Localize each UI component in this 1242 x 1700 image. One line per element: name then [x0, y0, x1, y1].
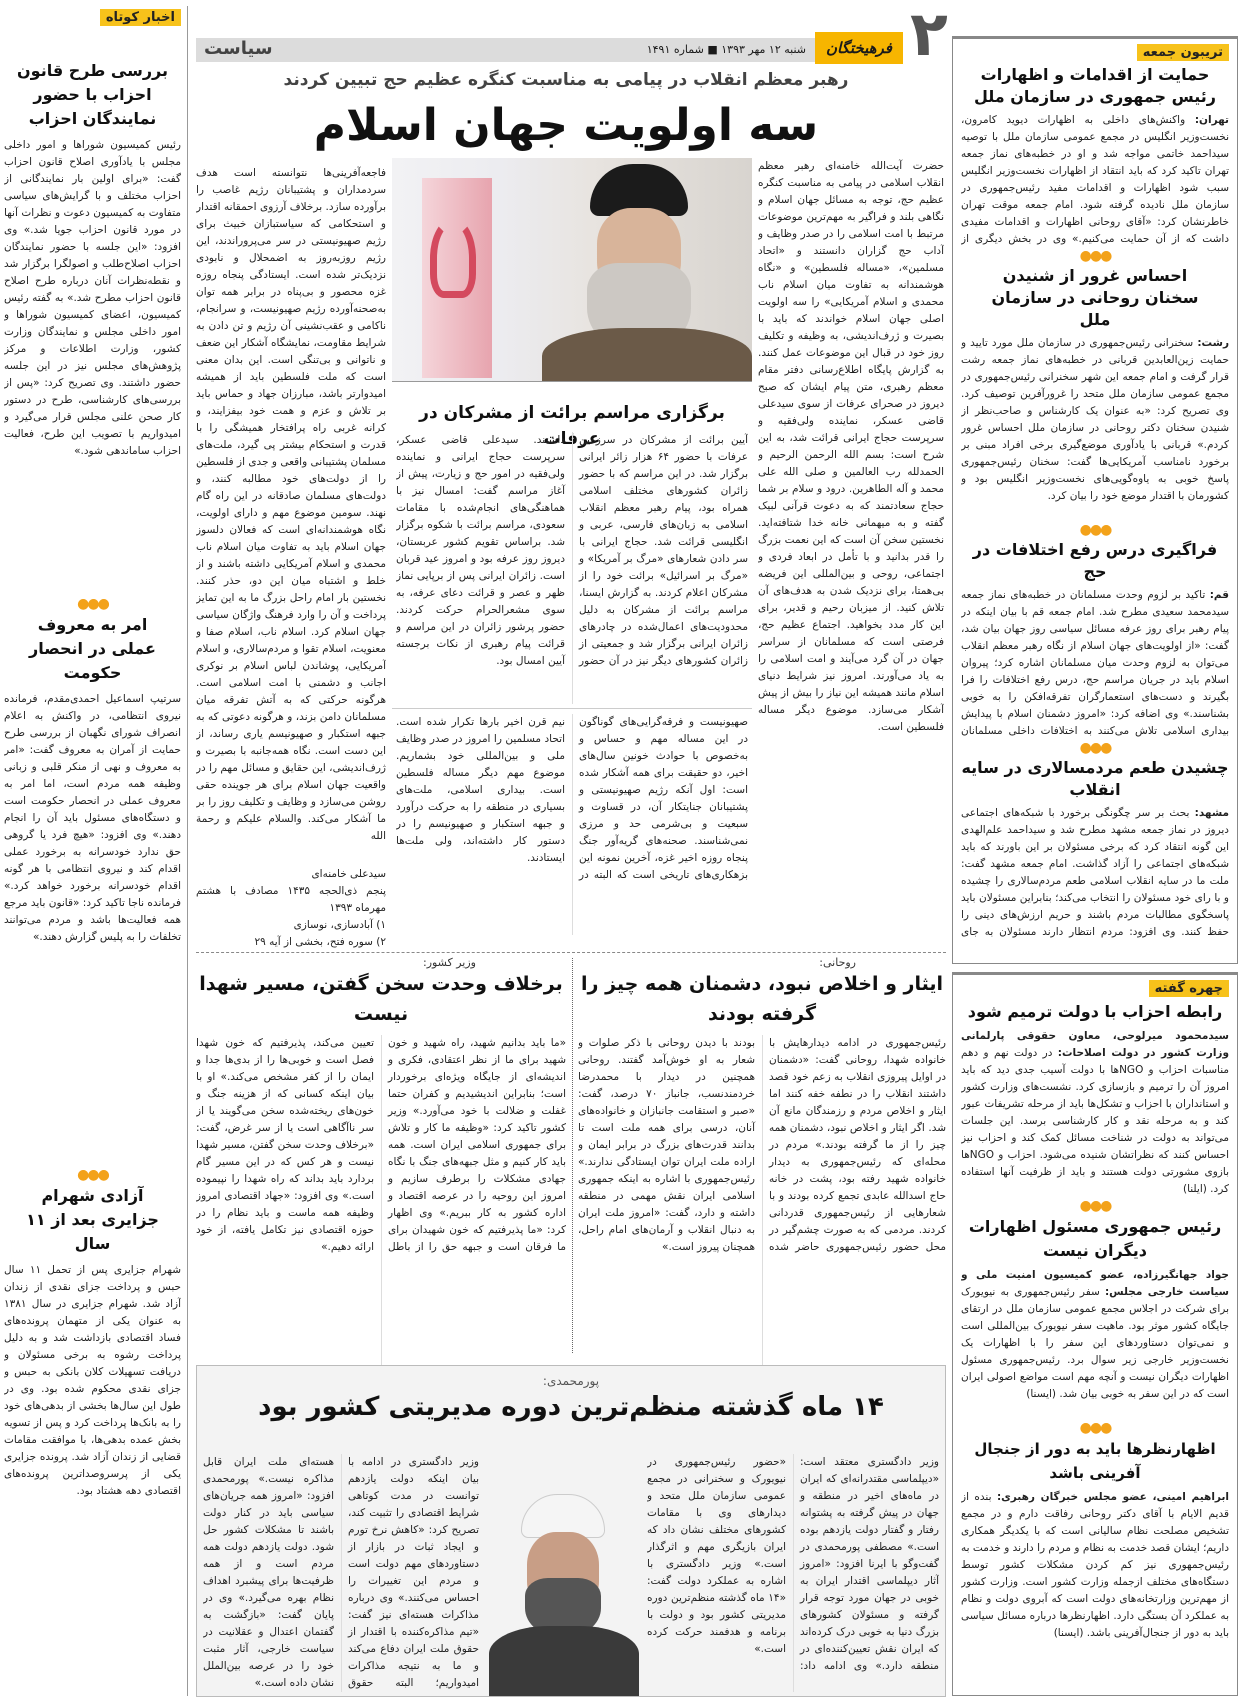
separator-ornament-icon: ●●●	[1079, 1420, 1111, 1436]
article-headline: احساس غرور از شنیدن سخنان روحانی در سازمان ملل	[991, 266, 1199, 329]
separator-ornament-icon: ●●●	[1079, 248, 1111, 264]
signature-name: سیدعلی خامنه‌ای	[311, 868, 386, 880]
figure-robe	[489, 1626, 639, 1696]
main-article-body-right: حضرت آیت‌الله خامنه‌ای رهبر معظم انقلاب اسلامی در پیامی به مناسبت کنگره عظیم حج، توجه به مسائل جهان اسلام و نگاهی بلند و فراگیر به مهم‌ترین موضوعات مرتبط با امت اسلامی را در صدر وظایف و آداب حج گزاران دانستند و «اتحاد مسلمین»، «مساله فلسطین» و «نگاه هوشمندانه به تفاوت میان اسلام ناب محمدی و اسلام آمریکایی» را سه اولویت اصلی جهان اسلام خواندند که باید با بصیرت و ژرف‌اندیشی، به وظیفه و تکلیف روز خود در قبال این موضوعات عمل کنند. به گزارش پایگاه اطلاع‌رسانی دفتر مقام معظم رهبری، متن پیام ایشان که صبح دیروز در صحرای عرفات از سوی سیدعلی قاضی عسکر، نماینده ولی‌فقیه و سرپرست حجاج ایرانی قرائت شد، به این شرح است: بسم الله الرحمن الرحیم و الحمدلله رب العالمین و صلی الله علی محمد و آله الطاهرین. درود و سلام بر شما حجاج سعادتمند که به دعوت قرآنی لبیک گفته و به میهمانی خانه خدا شتافته‌اید. نخستین سخن آن است که این نعمت بزرگ را قدر بدانید و با تأمل در ابعاد فردی و اجتماعی، روحی و بین‌المللی این فریضه بی‌همتا، برای نزدیک شدن به هدف‌های آن تلاش کنید. از میزبان رحیم و قدیر، برای این کار مدد بخواهید. اجتماع عظیم حج، فرصتی است که مسلمانان از سراسر جهان در آن گرد می‌آیند و امت اسلامی را به یاد می‌آورند. امروز نیز شرایط دنیای اسلام مانند همیشه این نیاز را بیش از پیش آشکار می‌سازد. موضوع دیگر مساله فلسطین است.	[758, 160, 944, 733]
speaker-label: ابراهیم امینی، عضو مجلس خبرگان رهبری:	[996, 1491, 1229, 1503]
article-headline: رئیس جمهوری مسئول اظهارات دیگران نیست	[968, 1217, 1222, 1260]
article-body	[961, 1028, 1229, 1198]
article-body	[961, 1489, 1229, 1642]
section-divider	[196, 952, 946, 953]
date-issue: شنبه ۱۲ مهر ۱۳۹۳ ■ شماره ۱۴۹۱	[646, 43, 806, 56]
vertical-divider	[572, 958, 573, 1353]
article-headline: فراگیری درس رفع اختلافات در حج	[972, 540, 1218, 581]
footnote: ۱) آبادسازی، نوسازی	[293, 919, 386, 931]
leader-portrait-photo	[392, 158, 752, 382]
main-kicker: رهبر معظم انقلاب در پیامی به مناسبت کنگره عظیم حج تبیین کردند	[283, 70, 849, 90]
city-label: مشهد:	[1194, 807, 1229, 819]
separator-ornament-icon: ●●●	[1079, 522, 1111, 538]
figure-robe	[542, 328, 752, 382]
article-headline: رابطه احزاب با دولت ترمیم شود	[967, 1002, 1223, 1021]
article-text: در دولت نهم و دهم مناسبات احزاب و NGOها با دولت آسیب جدی دید که باید امروز آن را ترمیم و بازسازی کرد. نشست‌های وزارت کشور و استانداران با احزاب و تشکل‌ها باید از مرحله تشریفات عبور کند و به مرحله نقد و کار کارشناسی برسد. این جلسات می‌تواند به دولت در شناخت مسائل کمک کند و احزاب نیز احساس کنند که نظراتشان شنیده می‌شود. احزاب و NGOها بازوی مشورتی دولت هستند و باید از ظرفیت آنها استفاده کرد. (ایلنا)	[961, 1047, 1229, 1195]
article-headline: ۱۴ ماه گذشته منظم‌ترین دوره مدیریتی کشور بود	[258, 1392, 884, 1422]
main-article-body-bottom: صهیونیست و فرقه‌گرایی‌های گوناگون در این مساله مهم و حساس و به‌خصوص با حوادث خونین سال‌های اخیر، دو حقیقت برای همه آشکار شده است: اول آنکه رژیم صهیونیستی و پشتیبانان جنایتکار آن، در قساوت و سبعیت و بی‌شرمی حد و مرزی نمی‌شناسند. صحنه‌های گریه‌آور جنگ پنجاه روزه اخیر غزه، آخرین نمونه این بزهکاری‌های تاریخی است که البته در نیم قرن اخیر بارها تکرار شده است. اتحاد مسلمین را امروز در صدر وظایف ملی و بین‌المللی خود بشماریم. موضوع مهم دیگر مساله فلسطین است. بیداری اسلامی، ملت‌های بسیاری در منطقه را به حرکت درآورد و جبهه استکبار و صهیونیسم را در دستور کار داشته‌اند، ولی ملت‌ها ایستادند.	[396, 716, 748, 881]
article-headline: برخلاف وحدت سخن گفتن، مسیر شهدا نیست	[199, 973, 563, 1025]
article-body: رئیس کمیسیون شوراها و امور داخلی مجلس با یادآوری اصلاح قانون احزاب گفت: «برای اولین بار نمایندگانی از احزاب مختلف و با گرایش‌های سیاسی متفاوت به کمیسیون دعوت و نظرات آنها در مورد قانون احزاب جویا شد.» وی افزود: «این جلسه با حضور نمایندگان احزاب اصلاح‌طلب و اصولگرا برگزار شد و نقطه‌نظرات آنان درباره طرح اصلاح قانون احزاب مطرح شد.» به گفته رئیس کمیسیون، اعضای کمیسیون شوراها و امور داخلی مجلس و نمایندگان وزارت کشور، وزارت اطلاعات و مرکز پژوهش‌های مجلس نیز در این جلسه حضور داشتند. وی تصریح کرد: «پس از بررسی‌های کارشناسی، طرح در دستور کار صحن علنی مجلس قرار می‌گیرد و امیدواریم با تصویب این طرح، فعالیت احزاب ساماندهی شود.»	[4, 139, 181, 457]
pourmohammadi-photo	[481, 1486, 643, 1696]
quotes-tag: چهره گفته	[1149, 980, 1229, 997]
article-text: بنده از قدیم الایام با آقای دکتر روحانی رفاقت دارم و در مجمع تشخیص مصلحت نظام سالیانی است که با یکدیگر همکاری داریم؛ ایشان قصد خدمت به نظام و مردم را دارند و خدمت به رئیس‌جمهوری نیز کم کردن مشکلات کشور توسط دستگاه‌های مختلف ازجمله وزارت کشور است. وزارت کشور از مهم‌ترین وزارتخانه‌های دولت است که آبروی دولت و نظام به عملکرد آن بستگی دارد. اظهارنظرها درباره مسائل سیاسی باید به دور از جنجال‌آفرینی باشد. (ایسنا)	[961, 1491, 1229, 1639]
speaker-label: جواد جهانگیرزاده، عضو کمیسیون امنیت ملی و سیاست خارجی مجلس:	[961, 1269, 1229, 1298]
interior-minister-article	[196, 956, 566, 1356]
article-kicker: پورمحمدی:	[542, 1374, 600, 1388]
friday-tribune-box	[952, 36, 1238, 964]
separator-ornament-icon: ●●●	[77, 1167, 108, 1183]
article-headline: اظهارنظرها باید به دور از جنجال آفرینی باشد	[974, 1440, 1216, 1482]
divider	[392, 708, 752, 709]
article-body-right: وزیر دادگستری معتقد است: «دیپلماسی مقتدرانه‌ای که ایران در ماه‌های اخیر در منطقه و جهان در پیش گرفته به پشتوانه رفتار و گفتار دولت یازدهم بوده است.» مصطفی پورمحمدی در گفت‌وگو با ایرنا افزود: «امروز آثار دیپلماسی اقتدار ایران به خوبی در جهان مورد توجه قرار گرفته و مسئولان کشورهای بزرگ دنیا به خوبی درک کرده‌اند که ایران نقش تعیین‌کننده‌ای در منطقه دارد.» وی ادامه داد: «حضور رئیس‌جمهوری در نیویورک و سخنرانی در مجمع عمومی سازمان ملل متحد و دیدارهای وی با مقامات کشورهای مختلف نشان داد که ایران بازیگری مهم و اثرگذار است.» وزیر دادگستری با اشاره به عملکرد دولت گفت: «۱۴ ماه گذشته منظم‌ترین دوره مدیریتی کشور بود و دولت با برنامه و هدفمند حرکت کرده است.»	[647, 1456, 939, 1672]
article-body: سرتیپ اسماعیل احمدی‌مقدم، فرمانده نیروی انتظامی، در واکنش به اعلام انصراف شورای نگهبان از بررسی طرح حمایت از آمران به معروف گفت: «امر به معروف و نهی از منکر قلبی و زبانی وظیفه همه مردم است، اما امر به معروف عملی در انحصار حکومت است و دستگاه‌های مسئول باید آن را انجام دهند.» وی افزود: «هیچ فرد یا گروهی حق ندارد خودسرانه به برخورد عملی اقدام کند و نیروی انتظامی با هر گونه اقدام خودسرانه برخورد خواهد کرد.» فرمانده ناجا تاکید کرد: «قانون باید مرجع همه فعالیت‌ها باشد و مردم می‌توانند تخلفات را به پلیس گزارش دهند.»	[4, 693, 181, 943]
article-body: شهرام جزایری پس از تحمل ۱۱ سال حبس و پرداخت جزای نقدی از زندان آزاد شد. شهرام جزایری در سال ۱۳۸۱ به عنوان یکی از متهمان پرونده‌های فساد اقتصادی بازداشت شد و به دلیل پرداخت رشوه به برخی مسئولان و دریافت تسهیلات کلان بانکی به حبس و جزای نقدی محکوم شده بود. وی در طول این سال‌ها بخشی از بدهی‌های خود را به بانک‌ها پرداخت کرد و پس از تسویه بخش عمده بدهی‌ها، با موافقت مقامات قضایی از زندان آزاد شد. پرونده جزایری یکی از پرسروصداترین پرونده‌های اقتصادی دهه هشتاد بود.	[4, 1264, 181, 1497]
article-body	[961, 805, 1229, 941]
article-headline: حمایت از اقدامات و اظهارات رئیس جمهوری در سازمان ملل	[973, 65, 1217, 106]
friday-tribune-tag: تریبون جمعه	[1137, 44, 1229, 61]
page-number: ۲	[910, 0, 948, 70]
city-label: تهران:	[1194, 114, 1229, 126]
newspaper-logo: فرهیختگان	[815, 32, 903, 64]
article-headline: بررسی طرح قانون احزاب با حضور نمایندگان احزاب	[17, 61, 168, 128]
article-headline: آزادی شهرام جزایری بعد از ۱۱ سال	[26, 1186, 159, 1253]
article-headline: امر به معروف عملی در انحصار حکومت	[29, 615, 156, 682]
article-kicker: وزیر کشور:	[422, 956, 476, 969]
article-body	[961, 335, 1229, 522]
footnote: ۲) سوره فتح، بخشی از آیه ۲۹	[254, 936, 386, 948]
main-article-body-left: فاجعه‌آفرینی‌ها نتوانسته است هدف سردمداران و پشتیبانان رژیم غاصب را برآورده سازد. برخلاف آرزوی احمقانه اقتدار و استحکامی که سیاستبازان خبیث برای رژیم صهیونیستی در سر می‌پروراندند، این رژیم روزبه‌روز به اضمحلال و نابودی نزدیک‌تر شده است. ایستادگی پنجاه روزه غزه محصور و بی‌پناه در برابر همه توان به‌صحنه‌آورده رژیم صهیونیست، و سرانجام، ناکامی و عقب‌نشینی آن رژیم و تن دادن به شرایط مقاومت، نمایشگاه آشکار این ضعف و ناتوانی و بی‌تنگی است. این بدان معنی است که ملت فلسطین باید از همیشه امیدوارتر باشد، مبارزان جهاد و حماس باید بر تلاش و عزم و همت خود بیفزایند، و کرانه غربی راه پرافتخار همیشگی را با قدرت و استحکام بیشتر پی گیرد، ملت‌های مسلمان پشتیبانی واقعی و جدی از فلسطین را از دولت‌های خود مطالبه کنند، و دولت‌های مسلمان صادقانه در این راه گام نهند. سومین موضوع مهم و دارای اولویت، نگاه هوشمندانه‌ای است که فعالان دلسوز جهان اسلام باید به تفاوت میان اسلام ناب محمدی و اسلام آمریکایی داشته باشند و از خلط و اشتباه میان این دو، حذر کنند. نخستین بار امام راحل بزرگ ما به این تمایز پرداخت و آن را وارد فرهنگ واژگان سیاسی جهان اسلام کرد. اسلام ناب، اسلام صفا و معنویت، اسلام تقوا و مردم‌سالاری، و اسلام آمریکایی، پوشاندن لباس اسلام بر نوکری اجانب و دشمنی با امت اسلامی است. هرگونه حرکتی که به آتش تفرقه میان مسلمانان دامن بزند، و هرگونه دعوتی که به جبهه استکبار و صهیونیسم یاری رساند، از این دست است. نگاه همه‌جانبه با بصیرت و ژرف‌اندیشی، این حقایق و مسائل مهم را در واقعیت جهان اسلام برای هر جوینده حقی روشن می‌سازد و وظایف و تکلیف روز را بر ما آشکار می‌کند. والسلام علیکم و رحمة الله	[196, 167, 386, 842]
article-text: تاکید بر لزوم وحدت مسلمانان در خطبه‌های نماز جمعه سیدمحمد سعیدی مطرح شد. امام جمعه قم با بیان اینکه در پیام رهبر برای روز عرفه مسائل سیاسی روز جهان بیان شد، گفت: «از اولویت‌های جهان اسلام از نگاه رهبر معظم انقلاب می‌توان به لزوم وحدت میان مسلمانان اشاره کرد؛ پیروان اسلام باید در جریان مراسم حج، درس رفع اختلافات را فرا بگیرند و دست‌های استعمارگران تفرقه‌افکن را به خوبی بشناسند.» وی اضافه کرد: «امروز دشمنان اسلام با پیدایش بیداری اسلامی تلاش می‌کنند به اختلافات داخلی مسلمانان	[961, 589, 1229, 737]
short-news-column	[4, 6, 188, 1696]
speaker-label: سیدمحمود میرلوحی، معاون حقوقی پارلمانی وزارت کشور در دولت اصلاحات:	[961, 1030, 1229, 1059]
section-header-bar	[196, 38, 901, 62]
signature-date: پنجم ذی‌الحجه ۱۴۳۵ مصادف با هشتم مهرماه ۱۳۹۳	[196, 885, 386, 914]
article-body: «ما باید بدانیم شهید، راه شهید و خون شهید برای ما از نظر اعتقادی، فکری و اندیشه‌ای از جایگاه ویژه‌ای برخوردار است؛ بنابراین اندیشیدیم و کفران حتما غفلت و ضلالت با خود می‌آورد.» وزیر کشور تاکید کرد: «وظیفه ما کار و تلاش برای جمهوری اسلامی ایران است. همه باید کار کنیم و مثل جبهه‌های جنگ با نگاه جهادی مشکلات را برطرف سازیم و امروز این روحیه را در عرصه اقتصاد و اداره کشور به کار ببریم.» وی اظهار کرد: «ما پذیرفتیم که خون شهیدان برای ما فرقان است و جبهه حق را از باطل تعیین می‌کند، پذیرفتیم که خون شهدا فصل است و خوبی‌ها را از بدی‌ها جدا و ایمان را از کفر مشخص می‌کند.» او با بیان اینکه کسانی که از هزینه جنگ و خون‌های ریخته‌شده سخن می‌گویند یا از سر ناآگاهی است یا از سر غرض، گفت: «برخلاف وحدت سخن گفتن، مسیر شهدا نیست و هر کس که در این مسیر گام بردارد باید بداند که راه شهدا را نپیموده است.» وی افزود: «جهاد اقتصادی امروز وظیفه همه ماست و باید نظام را در حوزه اقتصادی نیز تکامل یافته، از خود ارائه دهیم.»	[196, 1037, 566, 1253]
article-text: بحث بر سر چگونگی برخورد با شبکه‌های اجتماعی دیروز در نماز جمعه مشهد مطرح شد و سیداحمد علم‌الهدی این گونه انتقاد کرد که برخی مسئولان بر این باورند که باید شبکه‌های اجتماعی را آزاد گذاشت. امام جمعه مشهد گفت: ملت ما در سایه انقلاب اسلامی طعم مردم‌سالاری را چشیده و با رای خود مسئولان را انتخاب می‌کند؛ بنابراین مسئولان باید پاسخگوی مطالبات مردم باشند و حریم ارزش‌های دینی را حفظ کنند. وی افزود: مردم انتظار دارند مسئولان به جای	[961, 807, 1229, 938]
article-body	[961, 1267, 1229, 1420]
main-headline: سه اولویت جهان اسلام	[313, 100, 819, 151]
city-label: قم:	[1209, 589, 1229, 601]
separator-ornament-icon: ●●●	[77, 596, 108, 612]
article-kicker: روحانی:	[819, 956, 856, 969]
short-news-tag: اخبار کوتاه	[100, 9, 181, 26]
article-body-left: وزیر دادگستری در ادامه با بیان اینکه دولت یازدهم توانست در مدت کوتاهی شرایط اقتصادی را تثبیت کند، تصریح کرد: «کاهش نرخ تورم و ایجاد ثبات در بازار از دستاوردهای مهم دولت است و مردم این تغییرات را احساس می‌کنند.» وی درباره مذاکرات هسته‌ای نیز گفت: «تیم مذاکره‌کننده با اقتدار از حقوق ملت ایران دفاع می‌کند و ما به نتیجه مذاکرات امیدواریم؛ البته حقوق هسته‌ای ملت ایران قابل مذاکره نیست.» پورمحمدی افزود: «امروز همه جریان‌های سیاسی باید در کنار دولت باشند تا مشکلات کشور حل شود. دولت یازدهم دولت همه مردم است و از همه ظرفیت‌ها برای پیشبرد اهداف نظام بهره می‌گیرد.» وی در پایان گفت: «بازگشت به گفتمان اعتدال و عقلانیت در سیاست خارجی، آثار مثبت خود را در عرصه بین‌الملل نشان داده است.»	[203, 1456, 479, 1689]
article-text: سفر رئیس‌جمهوری به نیویورک برای شرکت در اجلاس مجمع عمومی سازمان ملل در ارتقای جایگاه کشور موثر بود. ماهیت سفر نیویورک بین‌المللی است و نمی‌توان دستاوردهای این سفر را با اظهارات یک نخست‌وزیر خارجی زیر سوال برد. رئیس‌جمهوری مسئول اظهارات دیگران نیست و آنچه مهم است مواضع اصولی ایران است که در این سفر به خوبی بیان شد. (ایسنا)	[961, 1286, 1229, 1400]
article-body	[961, 587, 1229, 740]
pourmohammadi-article	[196, 1365, 946, 1697]
article-text: واکنش‌های داخلی به اظهارات دیوید کامرون، نخست‌وزیر انگلیس در مجمع عمومی سازمان ملل با توصیه سیداحمد خاتمی مواجه شد و او در خطبه‌های نماز جمعه تهران تاکید کرد که باید انتقاد از اظهارات نخست‌وزیر انگلیس سبب شود اظهارات و اقدامات مفید رئیس‌جمهوری در سازمان ملل نادیده گرفته شود. امام جمعه موقت تهران خاطرنشان کرد: «آقای روحانی اظهارات و اقدامات مفیدی داشت که از آن حمایت می‌کنیم.» وی در بخش دیگری از	[961, 114, 1229, 245]
article-headline: ایثار و اخلاص نبود، دشمنان همه چیز را گرفته بودند	[581, 973, 943, 1025]
sub-article-body: آیین برائت از مشرکان در سرزمین عرفات با حضور ۶۴ هزار زائر ایرانی برگزار شد. در این مراسم که با حضور زائران کشورهای مختلف اسلامی همراه بود، پیام رهبر معظم انقلاب اسلامی به زبان‌های فارسی، عربی و انگلیسی قرائت شد. حجاج ایرانی با سر دادن شعارهای «مرگ بر آمریکا» و «مرگ بر اسرائیل» برائت خود را از مشرکان اعلام کردند. به گزارش ایسنا، مراسم برائت از مشرکان به دلیل محدودیت‌های اعمال‌شده در چادرهای زائران ایرانی برگزار شد و جمعیتی از زائران کشورهای دیگر نیز در آن حضور داشتند. سیدعلی قاضی عسکر، سرپرست حجاج ایرانی و نماینده ولی‌فقیه در امور حج و زیارت، پیش از آغاز مراسم گفت: امسال نیز با هماهنگی‌های انجام‌شده با مقامات سعودی، مراسم برائت با شکوه برگزار شد. براساس تقویم کشور عربستان، دیروز روز عرفه بود و امروز عید قربان است. زائران ایرانی پس از برپایی نماز ظهر و عصر و قرائت دعای عرفه، به سوی مشعرالحرام حرکت کردند. حضور پرشور زائران در این مراسم و قرائت پیام رهبری از نکات برجسته آیین امسال بود.	[396, 434, 748, 667]
article-body: رئیس‌جمهوری در ادامه دیدارهایش با خانواده شهدا، روحانی گفت: «دشمنان در اوایل پیروزی انقلاب به زعم خود قصد داشتند انقلاب را در نطفه خفه کنند اما ایثار و اخلاص مردم و رزمندگان مانع آن شد. اگر ایثار و اخلاص نبود، دشمنان همه چیز را از ما گرفته بودند.» مردم در محله‌ای که رئیس‌جمهوری به دیدار خانواده شهید رفته بود، پشت در خانه حاج اسدالله عابدی تجمع کرده بودند و با شعارهایی از رئیس‌جمهوری قدردانی کردند. مردمی که به صورت چشم‌گیر در محل حضور رئیس‌جمهوری حاضر شده بودند با دیدن روحانی با ذکر صلوات و شعار به او خوش‌آمد گفتند. روحانی همچنین در دیدار با محمدرضا خردمندنسب، جانباز ۷۰ درصد، گفت: «صبر و استقامت جانبازان و خانواده‌های آنان، درسی برای همه ملت است تا بدانند قدرت‌های بزرگ در برابر ایمان و اراده ملت ایران توان ایستادگی ندارند.» رئیس‌جمهوری با اشاره به اینکه جمهوری اسلامی ایران نقش مهمی در منطقه داشته و دارد، گفت: «امروز ملت ایران به دنبال انقلاب و آرمان‌های امام راحل، همچنان پیروز است.»	[578, 1037, 946, 1253]
article-text: سخنرانی رئیس‌جمهوری در سازمان ملل مورد تایید و حمایت زین‌العابدین قربانی در خطبه‌های نماز جمعه رشت قرار گرفت و امام جمعه این شهر سخنرانی رئیس‌جمهوری در مجمع عمومی سازمان ملل متحد را غرورآفرین توصیف کرد. وی تصریح کرد: «به عنوان یک کارشناس و صاحب‌نظر از شنیدن سخنان دکتر روحانی در سازمان ملل احساس غرور کردم.» قربانی با یادآوری موضع‌گیری برخی افراد مبنی بر برخورد نامناسب آمریکایی‌ها گفت: سخنان رئیس‌جمهوری پاسخ خوبی به یاوه‌گویی‌های نخست‌وزیر انگلیس بود و کشورمان با اقتدار موضع خود را بیان کرد.	[961, 337, 1229, 502]
section-title: سیاست	[204, 38, 273, 59]
rouhani-article	[578, 956, 946, 1356]
article-body	[961, 112, 1229, 248]
article-headline: چشیدن طعم مردمسالاری در سایه انقلاب	[961, 758, 1229, 799]
quotes-box	[952, 972, 1238, 1696]
separator-ornament-icon: ●●●	[1079, 1198, 1111, 1214]
separator-ornament-icon: ●●●	[1079, 740, 1111, 756]
sub-article-headline: برگزاری مراسم برائت از مشرکان در عرفات	[419, 403, 725, 449]
city-label: رشت:	[1197, 337, 1229, 349]
flag-emblem-icon	[430, 218, 476, 298]
